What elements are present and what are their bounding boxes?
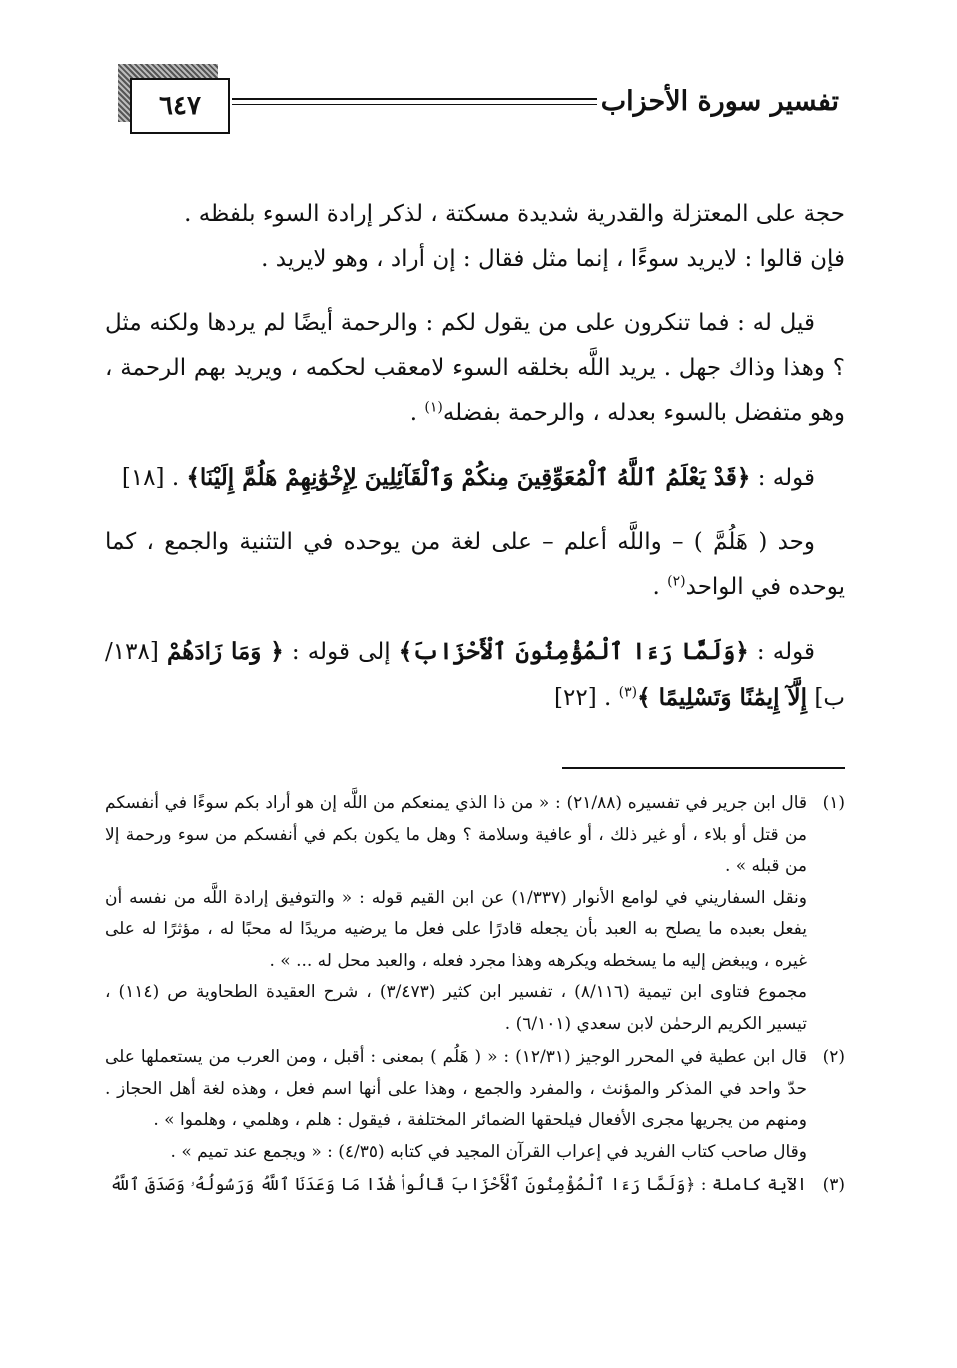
footnote-ref-1: (١) <box>424 399 443 416</box>
quran-verse: ﴿ وَمَا زَادَهُمْ <box>166 638 284 665</box>
quran-verse: ﴿وَلَمَّا رَءَا ٱلْمُؤْمِنُونَ ٱلْأَحْزَابَ﴾ <box>398 638 749 665</box>
footnote-ref-3: (٣) <box>618 684 638 701</box>
footnote-body: الآية كاملة : ﴿وَلَمَّا رَءَا ٱلْمُؤْمِنُونَ ٱلْأَحْزَابَ قَالُوا۟ هَٰذَا مَا وَعَدَنَا ٱللَّهُ وَرَسُولُهُۥ وَصَدَقَ ٱللَّهُ <box>109 1175 807 1195</box>
running-title: تفسير سورة الأحزاب <box>600 86 839 117</box>
paragraph-5: وحد ( هَلُمَّ ) – واللَّه أعلم – على لغة من يوحده في التثنية والجمع ، كما يوحده في الواحد$^{(٢)}$ . <box>105 529 845 600</box>
paragraph-6: قوله : ﴿وَلَمَّا رَءَا ٱلْمُؤْمِنُونَ ٱلْأَحْزَابَ﴾ إلى قوله : ﴿ وَمَا زَادَهُمْ [١٣٨/ب] إِلَّآ إِيمَٰنًا وَتَسْلِيمًا ﴾$^{(٣)}$ . [٢٢] <box>105 638 845 711</box>
paragraph-4: قوله : ﴿قَدْ يَعْلَمُ ٱللَّهُ ٱلْمُعَوِّقِينَ مِنكُمْ وَٱلْقَآئِلِينَ لِإِخْوَٰنِهِمْ هَلُمَّ إِلَيْنَا﴾ . [١٨] <box>121 464 815 491</box>
paragraph-3: قيل له : فما تنكرون على من يقول لكم : والرحمة أيضًا لم يردها ولكنه مثل ؟ وهذا وذاك جهل . يريد اللَّه بخلقه السوء لامعقب لحكمه ، ويريد بهم الرحمة ، وهو متفضل بالسوء بعدله ، والرحمة بفضله$^{(١)}$ . <box>105 310 845 426</box>
verse-number: . [١٨] <box>121 465 187 491</box>
footnote-number: (٢) <box>822 1047 845 1067</box>
footnotes <box>105 788 845 1202</box>
footnote-number: (١) <box>822 793 845 813</box>
footnote-number: (٣) <box>822 1175 845 1195</box>
footnote-1 <box>105 788 845 1040</box>
quran-verse: إِلَّآ إِيمَٰنًا وَتَسْلِيمًا ﴾ <box>637 684 808 711</box>
header-rule <box>232 98 597 105</box>
footnote-body: قال ابن عطية في المحرر الوجيز (١٢/٣١) : « ( هَلُم ) بمعنى : أقبل ، ومن العرب من يستعملها على حدّ واحد في المذكر والمؤنث ، والمفرد والجمع ، وهذا على أنها اسم فعل ، وهذه لغة أهل الحجاز . ومنهم من يجريها مجرى الأفعال فيلحقها الضمائر المختلفة ، فيقول : هلم ، وهلمي ، وهلموا » . وقال صاحب كتاب الفريد في إعراب القرآن المجيد في كتابه (٤/٣٥) : « ويجمع عند تميم » . <box>105 1047 807 1162</box>
footnote-body: قال ابن جرير في تفسيره (٢١/٨٨) : « من ذا الذي يمنعكم من اللَّه إن هو أراد بكم سوءًا في أنفسكم من قتل أو بلاء ، أو غير ذلك ، أو عافية وسلامة ؟ وهل ما يكون بكم في أنفسكم من سوء ورحمة إلا من قبله » . ونقل السفاريني في لوامع الأنوار (١/٣٣٧) عن ابن القيم قوله : « والتوفيق إرادة اللَّه من نفسه أن يفعل بعبده ما يصلح به العبد بأن يجعله قادرًا على فعل ما يرضيه مريدًا له محبًا له ، مؤثرًا له على غيره ، ويبغض إليه ما يسخطه ويكرهه وهذا مجرد فعله ، والعبد محل له ... » . مجموع فتاوى ابن تيمية (٨/١١٦) ، تفسير ابن كثير (٣/٤٧٣) ، شرح العقيدة الطحاوية ص (١١٤) ، تيسير الكريم الرحمٰن لابن سعدي (٦/١٠١) . <box>105 793 807 1034</box>
paragraph-2: فإن قالوا : لايريد سوءًا ، إنما مثل فقال : إن أراد ، وهو لايريد . <box>261 246 845 272</box>
page-number: ٦٤٧ <box>159 91 201 121</box>
footnote-3 <box>105 1170 845 1202</box>
verse-number: . [٢٢] <box>554 685 619 711</box>
manuscript-folio: [١٣٨/ب] <box>105 639 845 711</box>
footnote-ref-2: (٢) <box>667 573 686 590</box>
footnote-separator <box>562 767 845 769</box>
page-number-box <box>130 78 230 134</box>
quran-verse: ﴿قَدْ يَعْلَمُ ٱللَّهُ ٱلْمُعَوِّقِينَ مِنكُمْ وَٱلْقَآئِلِينَ لِإِخْوَٰنِهِمْ هَلُمَّ إِلَيْنَا﴾ <box>186 464 751 491</box>
paragraph-1: حجة على المعتزلة والقدرية شديدة مسكتة ، لذكر إرادة السوء بلفظه . <box>184 201 845 227</box>
main-text <box>105 192 845 721</box>
footnote-2 <box>105 1042 845 1168</box>
